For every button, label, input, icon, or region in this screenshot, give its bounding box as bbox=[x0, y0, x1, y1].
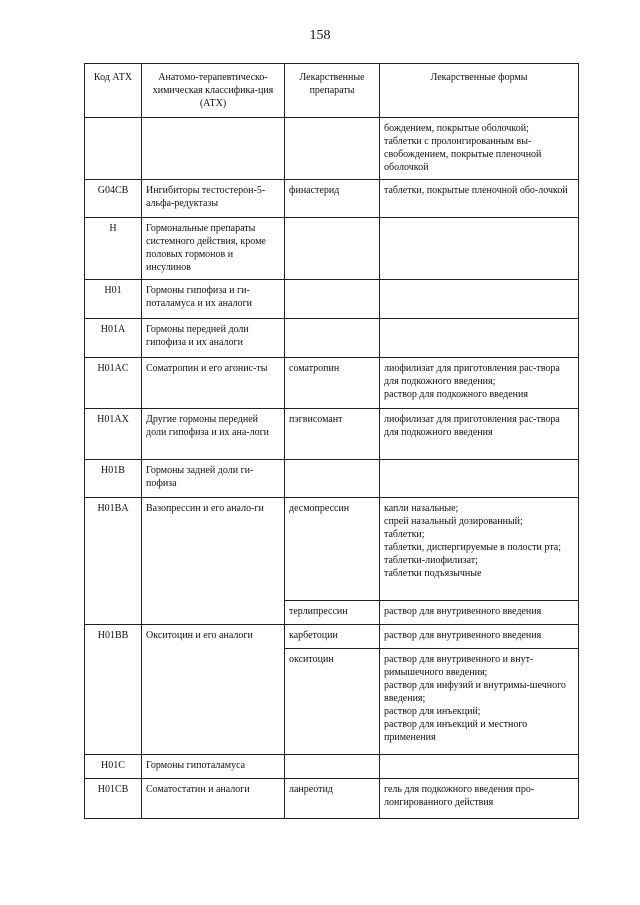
table-row bbox=[85, 409, 579, 460]
table-row bbox=[85, 498, 579, 601]
cell-classification: Гормоны гипофиза и ги-поталамуса и их аналоги bbox=[142, 280, 285, 319]
table-row bbox=[85, 625, 579, 649]
header-dosage-forms: Лекарственные формы bbox=[380, 64, 579, 118]
cell-drug bbox=[285, 280, 380, 319]
table-row bbox=[85, 118, 579, 180]
cell-code: G04CB bbox=[85, 180, 142, 218]
cell-drug: окситоцин bbox=[285, 649, 380, 755]
cell-code: H01A bbox=[85, 319, 142, 358]
cell-forms: гель для подкожного введения про-лонгированного действия bbox=[380, 779, 579, 819]
cell-code: H01BB bbox=[85, 625, 142, 755]
atc-drug-table bbox=[84, 63, 579, 819]
cell-drug: пэгвисомант bbox=[285, 409, 380, 460]
cell-classification: Соматропин и его агонис-ты bbox=[142, 358, 285, 409]
cell-drug: финастерид bbox=[285, 180, 380, 218]
cell-forms: раствор для внутривенного и внут-римышечного введения; раствор для инфузий и внутримы-шечного введения; раствор для инъекций; раствор для инъекций и местного применения bbox=[380, 649, 579, 755]
cell-forms: раствор для внутривенного введения bbox=[380, 625, 579, 649]
header-atc-classification: Анатомо-терапевтическо-химическая классифика-ция (АТХ) bbox=[142, 64, 285, 118]
cell-code bbox=[85, 118, 142, 180]
cell-forms: бождением, покрытые оболочкой; таблетки с пролонгированным вы-свобождением, покрытые пленочной оболочкой bbox=[380, 118, 579, 180]
cell-code: H01B bbox=[85, 460, 142, 498]
cell-drug: карбетоцин bbox=[285, 625, 380, 649]
cell-classification bbox=[142, 118, 285, 180]
cell-drug bbox=[285, 118, 380, 180]
cell-drug: десмопрессин bbox=[285, 498, 380, 601]
cell-code: H01AC bbox=[85, 358, 142, 409]
cell-drug bbox=[285, 460, 380, 498]
cell-classification: Ингибиторы тестостерон-5-альфа-редуктазы bbox=[142, 180, 285, 218]
cell-forms: капли назальные; спрей назальный дозированный; таблетки; таблетки, диспергируемые в полости рта; таблетки-лиофилизат; таблетки подъязычные bbox=[380, 498, 579, 601]
cell-forms bbox=[380, 319, 579, 358]
cell-forms: раствор для внутривенного введения bbox=[380, 601, 579, 625]
cell-classification: Вазопрессин и его анало-ги bbox=[142, 498, 285, 625]
table-row bbox=[85, 358, 579, 409]
cell-forms bbox=[380, 755, 579, 779]
cell-classification: Гормональные препараты системного действия, кроме половых гормонов и инсулинов bbox=[142, 218, 285, 280]
table-row bbox=[85, 180, 579, 218]
cell-classification: Гормоны гипоталамуса bbox=[142, 755, 285, 779]
cell-forms bbox=[380, 460, 579, 498]
cell-drug: терлипрессин bbox=[285, 601, 380, 625]
table-row bbox=[85, 280, 579, 319]
cell-classification: Другие гормоны передней доли гипофиза и их ана-логи bbox=[142, 409, 285, 460]
table-row bbox=[85, 218, 579, 280]
cell-drug bbox=[285, 319, 380, 358]
cell-code: H bbox=[85, 218, 142, 280]
cell-code: H01CB bbox=[85, 779, 142, 819]
cell-classification: Соматостатин и аналоги bbox=[142, 779, 285, 819]
cell-drug bbox=[285, 755, 380, 779]
page-number: 158 bbox=[309, 28, 331, 43]
header-drugs: Лекарственные препараты bbox=[285, 64, 380, 118]
cell-classification: Окситоцин и его аналоги bbox=[142, 625, 285, 755]
table-header-row bbox=[85, 64, 579, 118]
table-row bbox=[85, 460, 579, 498]
table-row bbox=[85, 779, 579, 819]
cell-code: H01BA bbox=[85, 498, 142, 625]
cell-forms bbox=[380, 280, 579, 319]
cell-forms: лиофилизат для приготовления рас-твора для подкожного введения; раствор для подкожного введения bbox=[380, 358, 579, 409]
cell-code: H01C bbox=[85, 755, 142, 779]
cell-forms: таблетки, покрытые пленочной обо-лочкой bbox=[380, 180, 579, 218]
cell-forms bbox=[380, 218, 579, 280]
cell-forms: лиофилизат для приготовления рас-твора для подкожного введения bbox=[380, 409, 579, 460]
cell-code: H01 bbox=[85, 280, 142, 319]
table-row bbox=[85, 319, 579, 358]
cell-classification: Гормоны задней доли ги-пофиза bbox=[142, 460, 285, 498]
cell-drug bbox=[285, 218, 380, 280]
cell-drug: соматропин bbox=[285, 358, 380, 409]
table-row bbox=[85, 755, 579, 779]
cell-drug: ланреотид bbox=[285, 779, 380, 819]
header-atc-code: Код АТХ bbox=[85, 64, 142, 118]
cell-code: H01AX bbox=[85, 409, 142, 460]
cell-classification: Гормоны передней доли гипофиза и их аналоги bbox=[142, 319, 285, 358]
